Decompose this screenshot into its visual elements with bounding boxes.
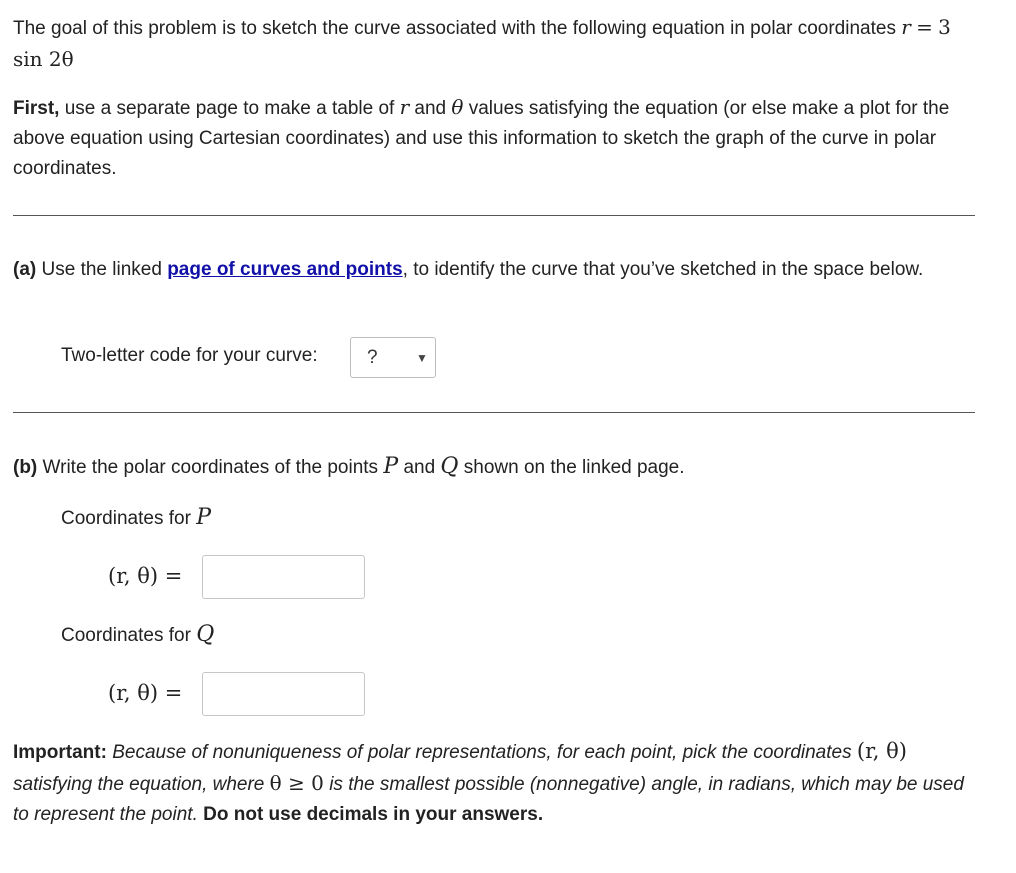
part-b-text-2: shown on the linked page. (463, 457, 685, 478)
var-r: r (399, 95, 410, 119)
intro-text: The goal of this problem is to sketch the curve associated with the following equation in polar coordinates (13, 18, 896, 39)
curve-code-select[interactable] (350, 337, 436, 378)
divider-2 (13, 412, 975, 413)
equation-equals: = (916, 15, 933, 39)
var-p: P (383, 454, 399, 479)
coord-p-heading (61, 503, 211, 534)
first-text-1: use a separate page to make a table of (64, 98, 395, 119)
part-a-label: (a) (13, 259, 37, 280)
important-bold: Important: (13, 742, 107, 763)
rtheta-label-p: (r, θ) = (108, 564, 183, 588)
answer-q-input[interactable] (203, 673, 364, 715)
var-theta: θ (451, 95, 464, 119)
important-text-1: Because of nonuniqueness of polar representations, for each point, pick the coordinates (112, 742, 852, 763)
answer-p-box[interactable] (202, 555, 365, 599)
important-bold-end: Do not use decimals in your answers. (203, 804, 544, 825)
curves-and-points-link[interactable]: page of curves and points (167, 259, 403, 280)
var-q: Q (440, 454, 459, 479)
answer-q-box[interactable] (202, 672, 365, 716)
equation-rhs: 3 sin 2θ (13, 15, 951, 71)
chevron-down-icon: ▼ (416, 351, 428, 365)
important-paragraph (13, 736, 978, 830)
coord-p-var: P (196, 505, 211, 530)
first-text-and: and (414, 98, 447, 119)
divider-1 (13, 215, 975, 216)
important-text-3: is the smallest possible (nonnegative) angle, in radians, which may be used to represent the point. (13, 774, 964, 825)
first-paragraph (13, 92, 978, 184)
curve-code-label: Two-letter code for your curve: (61, 345, 318, 366)
part-b-label: (b) (13, 457, 38, 478)
important-text-2: satisfying the equation, where (13, 774, 265, 795)
part-b-paragraph (13, 452, 978, 483)
part-a-paragraph (13, 255, 978, 285)
part-b-text-1: Write the polar coordinates of the points (42, 457, 379, 478)
important-rtheta: (r, θ) (856, 739, 907, 763)
part-a-text-before: Use the linked (41, 259, 162, 280)
coord-q-var: Q (196, 622, 215, 647)
important-condition: θ ≥ 0 (269, 771, 324, 795)
intro-paragraph (13, 12, 978, 76)
first-bold: First, (13, 98, 60, 119)
equation-r: r (901, 15, 911, 39)
curve-code-value: ? (367, 347, 378, 368)
coord-p-label: Coordinates for (61, 508, 191, 529)
part-a-text-after: , to identify the curve that you’ve sketched in the space below. (402, 259, 924, 280)
coord-q-heading (61, 620, 214, 651)
first-text-2: values satisfying the equation (or else make a plot for the above equation using Cartesian coordinates) and use this information to sketch the graph of the curve in polar coordinates. (13, 98, 950, 179)
coord-q-label: Coordinates for (61, 625, 191, 646)
answer-p-input[interactable] (203, 556, 364, 598)
rtheta-label-q: (r, θ) = (108, 681, 183, 705)
part-b-text-and: and (403, 457, 436, 478)
